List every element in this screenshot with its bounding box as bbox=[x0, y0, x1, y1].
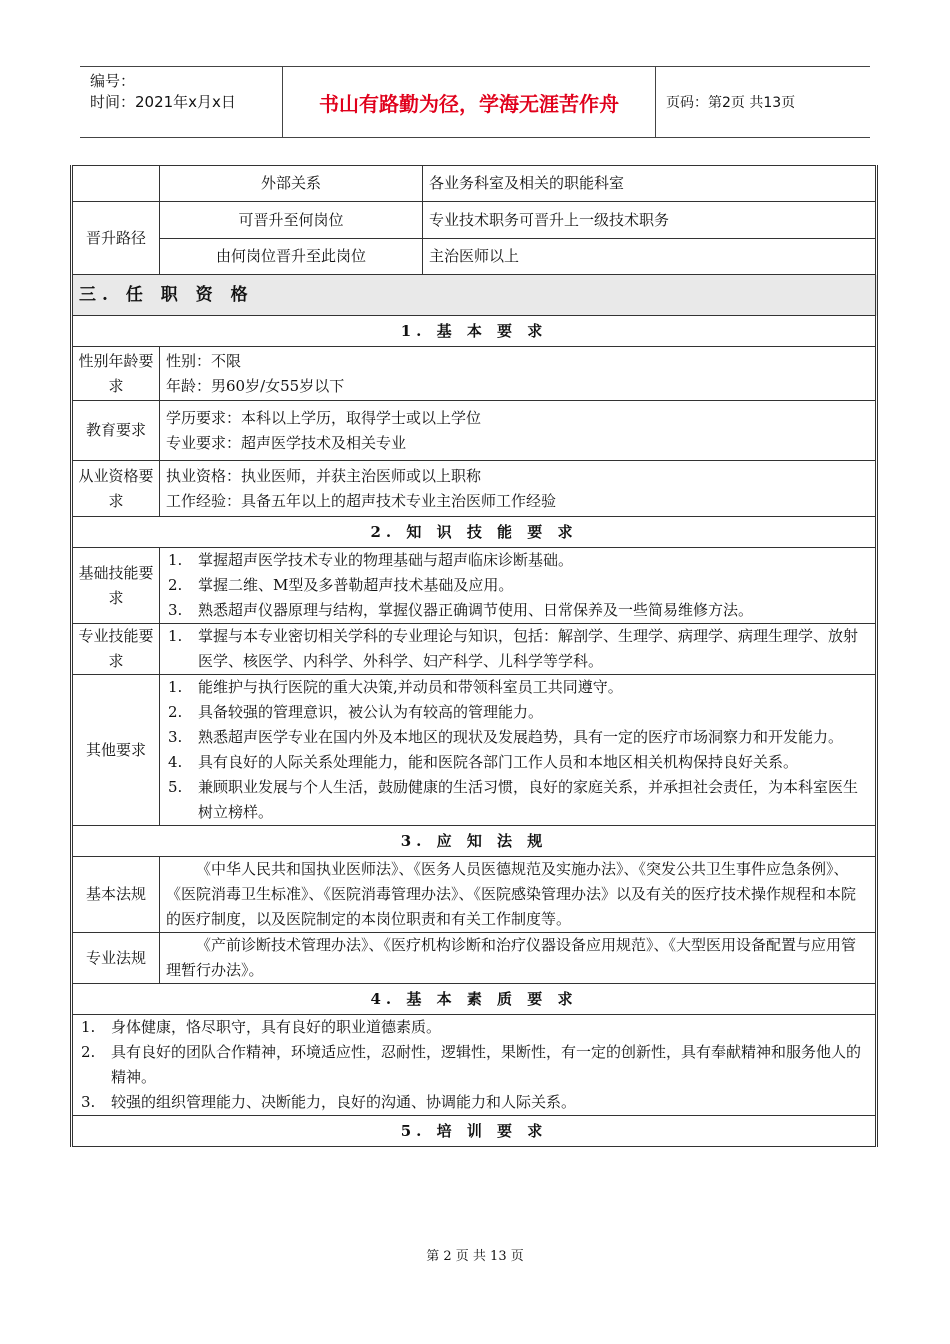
section-qualifications-header bbox=[72, 275, 877, 316]
list-item: 1. 身体健康，恪尽职守，具有良好的职业道德素质。 bbox=[81, 1018, 442, 1036]
row-qualification bbox=[72, 461, 877, 517]
gender-age-value bbox=[160, 347, 877, 401]
gender-age-label: 性别年龄要求 bbox=[72, 347, 160, 401]
education-degree: 学历要求：本科以上学历，取得学士或以上学位 bbox=[166, 408, 482, 427]
pro-skills-label: 专业技能要求 bbox=[72, 624, 160, 675]
row-promotion-from bbox=[72, 239, 877, 275]
code-label: 编号： bbox=[90, 72, 136, 90]
row-other-requirements bbox=[72, 675, 877, 826]
subsection-title: 2. 知 识 技 能 要 求 bbox=[72, 517, 877, 548]
gender-text: 性别：不限 bbox=[166, 351, 242, 370]
basic-skills-value bbox=[160, 548, 877, 624]
list-item: 1. 掌握与本专业密切相关学科的专业理论与知识，包括：解剖学、生理学、病理学、病理生理学、放射医学、核医学、内科学、外科学、妇产科学、儿科学等学科。 bbox=[168, 627, 859, 670]
other-requirements-label: 其他要求 bbox=[72, 675, 160, 826]
quality-value bbox=[72, 1015, 877, 1116]
subsection-title: 4. 基 本 素 质 要 求 bbox=[72, 984, 877, 1015]
header-meta bbox=[80, 67, 283, 137]
quality-list bbox=[79, 1015, 869, 1115]
list-item: 3. 熟悉超声医学专业在国内外及本地区的现状及发展趋势，具有一定的医疗市场洞察力和开发能力。 bbox=[168, 728, 844, 746]
list-item: 2. 掌握二维、M型及多普勒超声技术基础及应用。 bbox=[168, 576, 514, 594]
subsection-knowledge-header bbox=[72, 517, 877, 548]
basic-laws-label: 基本法规 bbox=[72, 857, 160, 933]
subsection-title: 5. 培 训 要 求 bbox=[72, 1116, 877, 1147]
empty-cell bbox=[72, 166, 160, 202]
list-item: 1. 掌握超声医学技术专业的物理基础与超声临床诊断基础。 bbox=[168, 551, 574, 569]
list-item: 3. 较强的组织管理能力、决断能力，良好的沟通、协调能力和人际关系。 bbox=[81, 1093, 577, 1111]
pro-laws-value: 《产前诊断技术管理办法》、《医疗机构诊断和治疗仪器设备应用规范》、《大型医用设备配置与应用管理暂行办法》。 bbox=[160, 933, 877, 984]
age-text: 年龄：男60岁/女55岁以下 bbox=[166, 376, 345, 395]
list-item: 5. 兼顾职业发展与个人生活，鼓励健康的生活习惯，良好的家庭关系，并承担社会责任，为本科室医生树立榜样。 bbox=[168, 778, 859, 821]
promotion-to-label: 可晋升至何岗位 bbox=[160, 202, 423, 239]
header-page-info: 页码：第2页 共13页 bbox=[666, 95, 796, 111]
subsection-title: 1. 基 本 要 求 bbox=[72, 316, 877, 347]
list-item: 4. 具有良好的人际关系处理能力，能和医院各部门工作人员和本地区相关机构保持良好关系。 bbox=[168, 753, 799, 771]
education-major: 专业要求：超声医学技术及相关专业 bbox=[166, 433, 407, 452]
subsection-quality-header bbox=[72, 984, 877, 1015]
row-quality bbox=[72, 1015, 877, 1116]
promotion-from-label: 由何岗位晋升至此岗位 bbox=[160, 239, 423, 275]
basic-laws-value: 《中华人民共和国执业医师法》、《医务人员医德规范及实施办法》、《突发公共卫生事件应急条例》、《医院消毒卫生标准》、《医院消毒管理办法》、《医院感染管理办法》以及有关的医疗技术操作规程和本院的医疗制度，以及医院制定的本岗位职责和有关工作制度等。 bbox=[160, 857, 877, 933]
page-header bbox=[80, 66, 870, 138]
external-label: 外部关系 bbox=[160, 166, 423, 202]
row-education bbox=[72, 401, 877, 461]
header-motto: 书山有路勤为径，学海无涯苦作舟 bbox=[283, 67, 656, 137]
education-label: 教育要求 bbox=[72, 401, 160, 461]
subsection-basic-header bbox=[72, 316, 877, 347]
row-basic-skills bbox=[72, 548, 877, 624]
row-basic-laws bbox=[72, 857, 877, 933]
qualification-license: 执业资格：执业医师，并获主治医师或以上职称 bbox=[166, 466, 482, 485]
row-gender-age bbox=[72, 347, 877, 401]
qualification-value bbox=[160, 461, 877, 517]
promotion-to-value: 专业技术职务可晋升上一级技术职务 bbox=[423, 202, 877, 239]
subsection-laws-header bbox=[72, 826, 877, 857]
basic-skills-label: 基础技能要求 bbox=[72, 548, 160, 624]
qualification-label: 从业资格要求 bbox=[72, 461, 160, 517]
list-item: 2. 具备较强的管理意识，被公认为有较高的管理能力。 bbox=[168, 703, 544, 721]
promotion-label: 晋升路径 bbox=[72, 202, 160, 275]
section-title: 三. 任 职 资 格 bbox=[72, 275, 877, 316]
qualification-experience: 工作经验：具备五年以上的超声技术专业主治医师工作经验 bbox=[166, 491, 557, 510]
pro-laws-label: 专业法规 bbox=[72, 933, 160, 984]
row-pro-laws bbox=[72, 933, 877, 984]
subsection-training-header bbox=[72, 1116, 877, 1147]
date-label: 时间：2021年x月x日 bbox=[90, 93, 236, 111]
promotion-from-value: 主治医师以上 bbox=[423, 239, 877, 275]
education-value bbox=[160, 401, 877, 461]
pro-skills-list bbox=[166, 624, 869, 674]
row-external-relations bbox=[72, 166, 877, 202]
subsection-title: 3. 应 知 法 规 bbox=[72, 826, 877, 857]
page-footer: 第 2 页 共 13 页 bbox=[426, 1249, 524, 1264]
list-item: 3. 熟悉超声仪器原理与结构，掌握仪器正确调节使用、日常保养及一些简易维修方法。 bbox=[168, 601, 754, 619]
row-promotion-to bbox=[72, 202, 877, 239]
job-description-table bbox=[70, 165, 878, 1147]
row-pro-skills bbox=[72, 624, 877, 675]
list-item: 1. 能维护与执行医院的重大决策,并动员和带领科室员工共同遵守。 bbox=[168, 678, 623, 696]
basic-skills-list bbox=[166, 548, 869, 623]
other-requirements-list bbox=[166, 675, 869, 825]
external-value: 各业务科室及相关的职能科室 bbox=[423, 166, 877, 202]
pro-skills-value bbox=[160, 624, 877, 675]
other-requirements-value bbox=[160, 675, 877, 826]
list-item: 2. 具有良好的团队合作精神，环境适应性，忍耐性，逻辑性，果断性，有一定的创新性，具有奉献精神和服务他人的精神。 bbox=[81, 1043, 862, 1086]
